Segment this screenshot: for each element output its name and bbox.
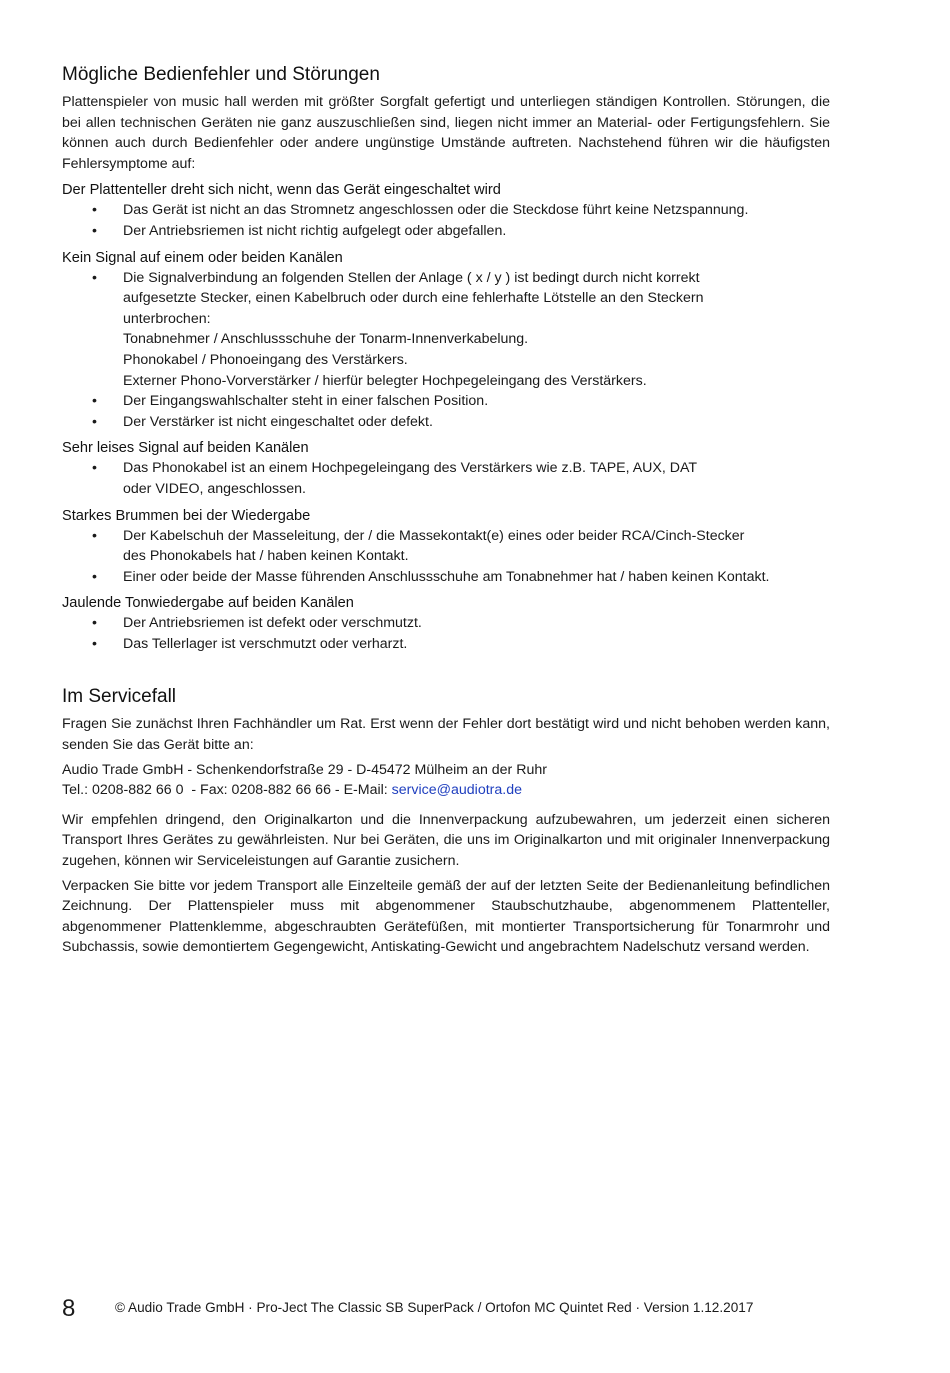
cause-text-line: Der Antriebsriemen ist defekt oder verschmutzt. [123,615,422,632]
page-footer [62,1295,862,1325]
bullet-icon: • [92,460,97,477]
cause-text-line: unterbrochen: [123,310,211,327]
contact-text: Tel.: 0208-882 66 0 - Fax: 0208-882 66 66 - E-Mail: [62,782,392,799]
service-address: Audio Trade GmbH - Schenkendorfstraße 29 - D-45472 Mülheim an der Ruhr [62,761,547,778]
cause-text-line: Das Tellerlager ist verschmutzt oder verharzt. [123,635,408,652]
cause-list-item [92,613,830,634]
cause-list-item [92,221,830,242]
cause-text-line: Einer oder beide der Masse führenden Anschlussschuhe am Tonabnehmer hat / haben keinen Kontakt. [123,568,770,585]
symptom-heading: Starkes Brummen bei der Wiedergabe [62,507,311,524]
cause-list-item [92,526,830,567]
cause-text-line: des Phonokabels hat / haben keinen Kontakt. [123,548,409,565]
bullet-icon: • [92,635,97,652]
cause-text-line: Phonokabel / Phonoeingang des Verstärkers. [123,351,408,368]
cause-text-line: Die Signalverbindung an folgenden Stellen der Anlage ( x / y ) ist bedingt durch nicht korrekt [123,269,700,286]
symptom-heading: Jaulende Tonwiedergabe auf beiden Kanälen [62,595,354,612]
bullet-icon: • [92,222,97,239]
service-contact [62,780,830,801]
symptom-heading: Kein Signal auf einem oder beiden Kanälen [62,249,343,266]
cause-list-item [92,391,830,412]
cause-list-item [92,268,830,392]
bullet-icon: • [92,269,97,286]
cause-text-line: Tonabnehmer / Anschlussschuhe der Tonarm-Innenverkabelung. [123,331,529,348]
bullet-icon: • [92,615,97,632]
section-title-troubleshooting: Mögliche Bedienfehler und Störungen [62,64,380,85]
cause-text-line: Das Phonokabel ist an einem Hochpegeleingang des Verstärkers wie z.B. TAPE, AUX, DAT [123,460,698,477]
page-number: 8 [62,1295,76,1322]
cause-text-line: Der Kabelschuh der Masseleitung, der / die Massekontakt(e) eines oder beider RCA/Cinch-Stecker [123,527,745,544]
cause-list [62,458,830,499]
bullet-icon: • [92,413,97,430]
cause-text-line: oder VIDEO, angeschlossen. [123,480,306,497]
packaging-paragraph: Wir empfehlen dringend, den Originalkarton und die Innenverpackung aufzubewahren, um jederzeit einen sicheren Transport Ihres Gerätes zu gewährleisten. Nur bei Geräten, die uns im Originalkarton und mit originaler Innenverpackung zugehen, können wir Serviceleistungen auf Garantie zusichern. [62,811,830,870]
cause-list [62,526,830,588]
bullet-icon: • [92,393,97,410]
cause-list-item [92,634,830,655]
bullet-icon: • [92,568,97,585]
cause-list [62,613,830,654]
symptom-heading: Sehr leises Signal auf beiden Kanälen [62,440,309,457]
bullet-icon: • [92,202,97,219]
footer-copyright: © Audio Trade GmbH · Pro-Ject The Classic SB SuperPack / Ortofon MC Quintet Red · Version 1.12.2017 [115,1300,754,1315]
symptom-heading: Der Plattenteller dreht sich nicht, wenn das Gerät eingeschaltet wird [62,182,501,199]
service-intro-paragraph: Fragen Sie zunächst Ihren Fachhändler um Rat. Erst wenn der Fehler dort bestätigt wird und nicht behoben werden kann, senden Sie das Gerät bitte an: [62,716,830,754]
cause-text-line: Der Eingangswahlschalter steht in einer falschen Position. [123,393,489,410]
cause-text-line: aufgesetzte Stecker, einen Kabelbruch oder durch eine fehlerhafte Lötstelle an den Steckern [123,290,704,307]
cause-text-line: Der Antriebsriemen ist nicht richtig aufgelegt oder abgefallen. [123,222,507,239]
cause-list-item [92,458,830,499]
bullet-icon: • [92,527,97,544]
intro-paragraph: Plattenspieler von music hall werden mit größter Sorgfalt gefertigt und unterliegen ständigen Kontrollen. Störungen, die bei allen technischen Geräten nie ganz auszuschließen sind, liegen nicht immer an Material- oder Fertigungsfehlern. Sie können auch durch Bedienfehler oder andere ungünstige Umstände auftreten. Nachstehend führen wir die häufigsten Fehlersymptome auf: [62,94,830,172]
cause-list-item [92,567,830,588]
email-link[interactable]: service@audiotra.de [391,782,522,799]
cause-text-line: Das Gerät ist nicht an das Stromnetz angeschlossen oder die Steckdose führt keine Netzspannung. [123,202,749,219]
section-title-service: Im Servicefall [62,686,177,708]
cause-text-line: Externer Phono-Vorverstärker / hierfür belegter Hochpegeleingang des Verstärkers. [123,372,647,389]
cause-list-item [92,200,830,221]
troubleshooting-groups [62,180,830,654]
cause-list-item [92,412,830,433]
page-content [62,64,830,958]
transport-paragraph: Verpacken Sie bitte vor jedem Transport alle Einzelteile gemäß der auf der letzten Seite der Bedienanleitung befindlichen Zeichnung. Der Plattenspieler muss mit abgenommener Staubschutzhaube, abgenommenem Plattenteller, abgenommener Plattenklemme, abgeschraubten Gerätefüßen, mit montierter Transportsicherung für Tonarmrohr und Subchassis, sowie demontiertem Gegengewicht, Antiskating-Gewicht und angebrachtem Nadelschutz versand werden. [62,877,830,956]
cause-text-line: Der Verstärker ist nicht eingeschaltet oder defekt. [123,413,433,430]
cause-list [62,200,830,241]
cause-list [62,268,830,433]
